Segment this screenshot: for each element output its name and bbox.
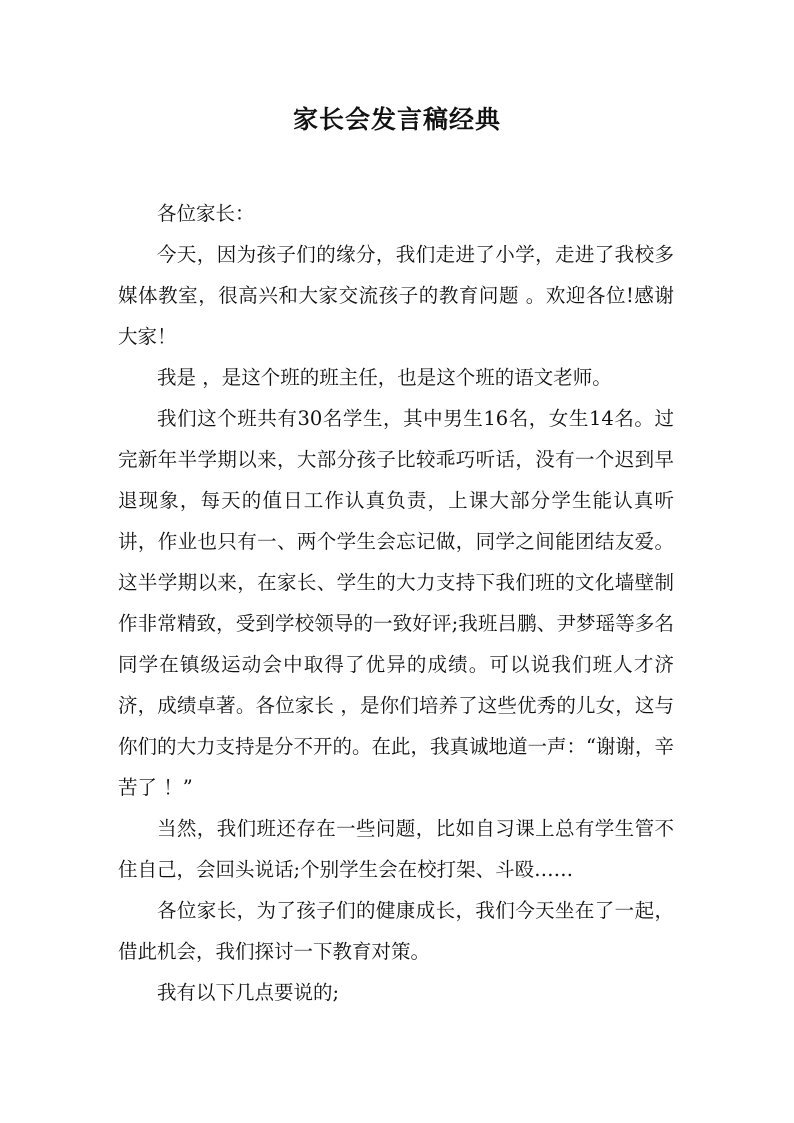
paragraph-greeting: 各位家长：	[157, 202, 255, 225]
paragraph-class-summary: 我们这个班共有30名学生，其中男生16名，女生14名。过完新年半学期以来，大部分孩子比较乖巧听话，没有一个迟到早退现象，每天的值日工作认真负责，上课大部分学生能认真听讲，作业也只有一、两个学生会忘记做，同学之间能团结友爱。这半学期以来，在家长、学生的大力支持下我们班的文化墙壁制作非常精致，受到学校领导的一致好评;我班吕鹏、尹梦瑶等多名同学在镇级运动会中取得了优异的成绩。可以说我们班人才济济，成绩卓著。各位家长 ，是你们培养了这些优秀的儿女，这与你们的大力支持是分不开的。在此，我真诚地道一声：“谢谢，辛苦了 ！”	[118, 407, 674, 799]
paragraph-introduction: 我是 ，是这个班的班主任，也是这个班的语文老师。	[157, 366, 612, 389]
paragraph-welcome: 今天，因为孩子们的缘分，我们走进了小学，走进了我校多媒体教室，很高兴和大家交流孩子的教育问题 。欢迎各位!感谢大家！	[118, 243, 674, 348]
document-body	[118, 193, 674, 1013]
paragraph-problems: 当然，我们班还存在一些问题，比如自习课上总有学生管不住自己，会回头说话;个别学生会在校打架、斗殴……	[118, 817, 674, 881]
paragraph-points-intro: 我有以下几点要说的;	[157, 981, 340, 1004]
document-title: 家长会发言稿经典	[292, 105, 501, 134]
paragraph-purpose: 各位家长，为了孩子们的健康成长，我们今天坐在了一起，借此机会，我们探讨一下教育对策。	[118, 899, 674, 963]
